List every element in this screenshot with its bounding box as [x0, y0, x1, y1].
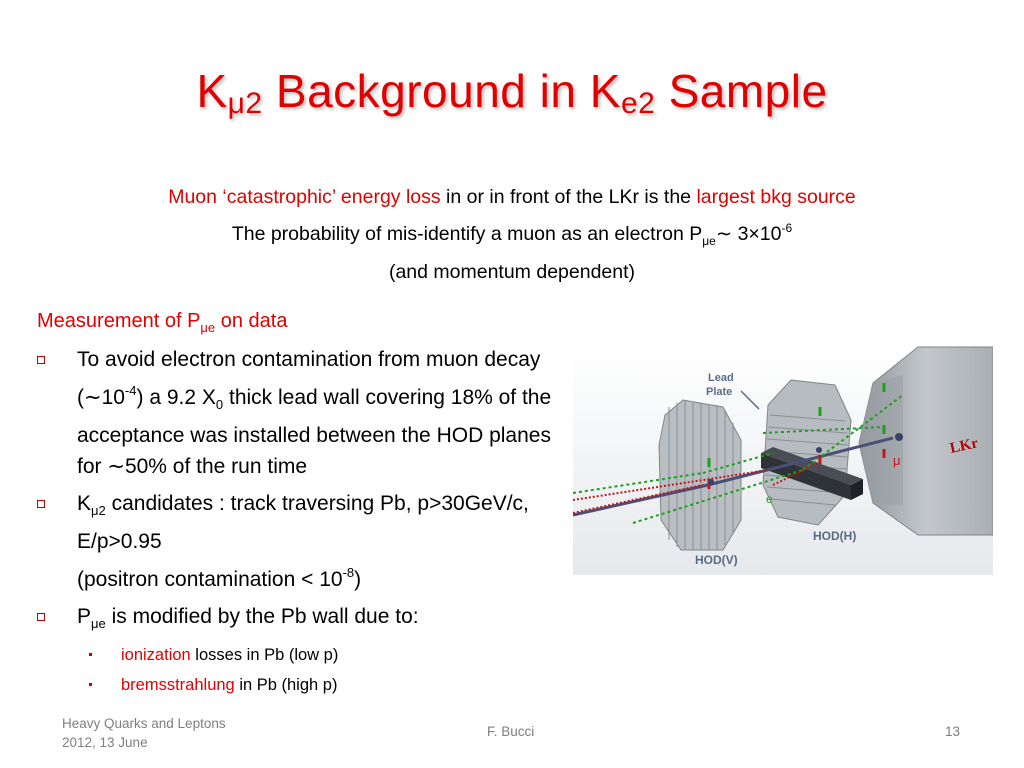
e-label: e — [766, 492, 773, 506]
footer-conference — [62, 714, 226, 752]
lead-label-line2: Plate — [706, 386, 733, 398]
bullet-marker — [37, 500, 45, 508]
lkr-label: LKr — [948, 435, 980, 457]
footer-conference-line1: Heavy Quarks and Leptons — [62, 716, 226, 731]
hod-v-plane — [659, 400, 741, 550]
hod-v-label: HOD(V) — [695, 553, 738, 567]
footer-conference-line2: 2012, 13 June — [62, 735, 148, 750]
bullet-marker — [37, 613, 45, 621]
bullet-marker — [37, 356, 45, 364]
measurement-heading: Measurement of $P_{\mu e}$ on data — [37, 310, 288, 335]
intro-text — [0, 182, 1024, 288]
sub-bullet-marker — [89, 683, 92, 686]
intro-line-3: (and momentum dependent) — [388, 260, 636, 283]
lead-label-line1: Lead — [708, 372, 734, 384]
hod-h-label: HOD(H) — [813, 529, 857, 543]
detector-diagram — [573, 345, 993, 575]
sub-bullet-bremsstrahlung: bremsstrahlung in Pb (high p) — [37, 670, 572, 700]
sub-bullet-ionization: ionization losses in Pb (low p) — [37, 640, 572, 670]
sub-bullet-marker — [89, 653, 92, 656]
bullet-candidates: $K_{\mu 2}$ candidates : track traversing Pb, p>30GeV/c, E/p>0.95 (positron contamination < $10^{-8}$) — [37, 488, 572, 595]
mu-label: μ — [893, 453, 901, 468]
bullet-lead-wall: To avoid electron contamination from muon decay $(\sim 10^{-4})$ a 9.2 $X_0$ thick lead wall covering 18% of the acceptance was installed between the HOD planes for ∼50% of the run time — [37, 344, 572, 482]
bullet-pb-wall: $P_{\mu e}$ is modified by the Pb wall due to: — [37, 601, 572, 639]
bullet-list — [37, 344, 572, 700]
intro-line-1: Muon ‘catastrophic’ energy loss in or in front of the LKr is the largest bkg source — [168, 186, 856, 208]
page-number: 13 — [945, 724, 961, 739]
footer-author: F. Bucci — [487, 724, 535, 739]
intro-line-2: The probability of mis-identify a muon as an electron $P_{\mu e}\sim$ $3\times 10^{-6}$ — [231, 221, 793, 248]
slide-title: $K_{\mu 2}$ Background in $K_{e2}$ Sample — [196, 65, 828, 120]
